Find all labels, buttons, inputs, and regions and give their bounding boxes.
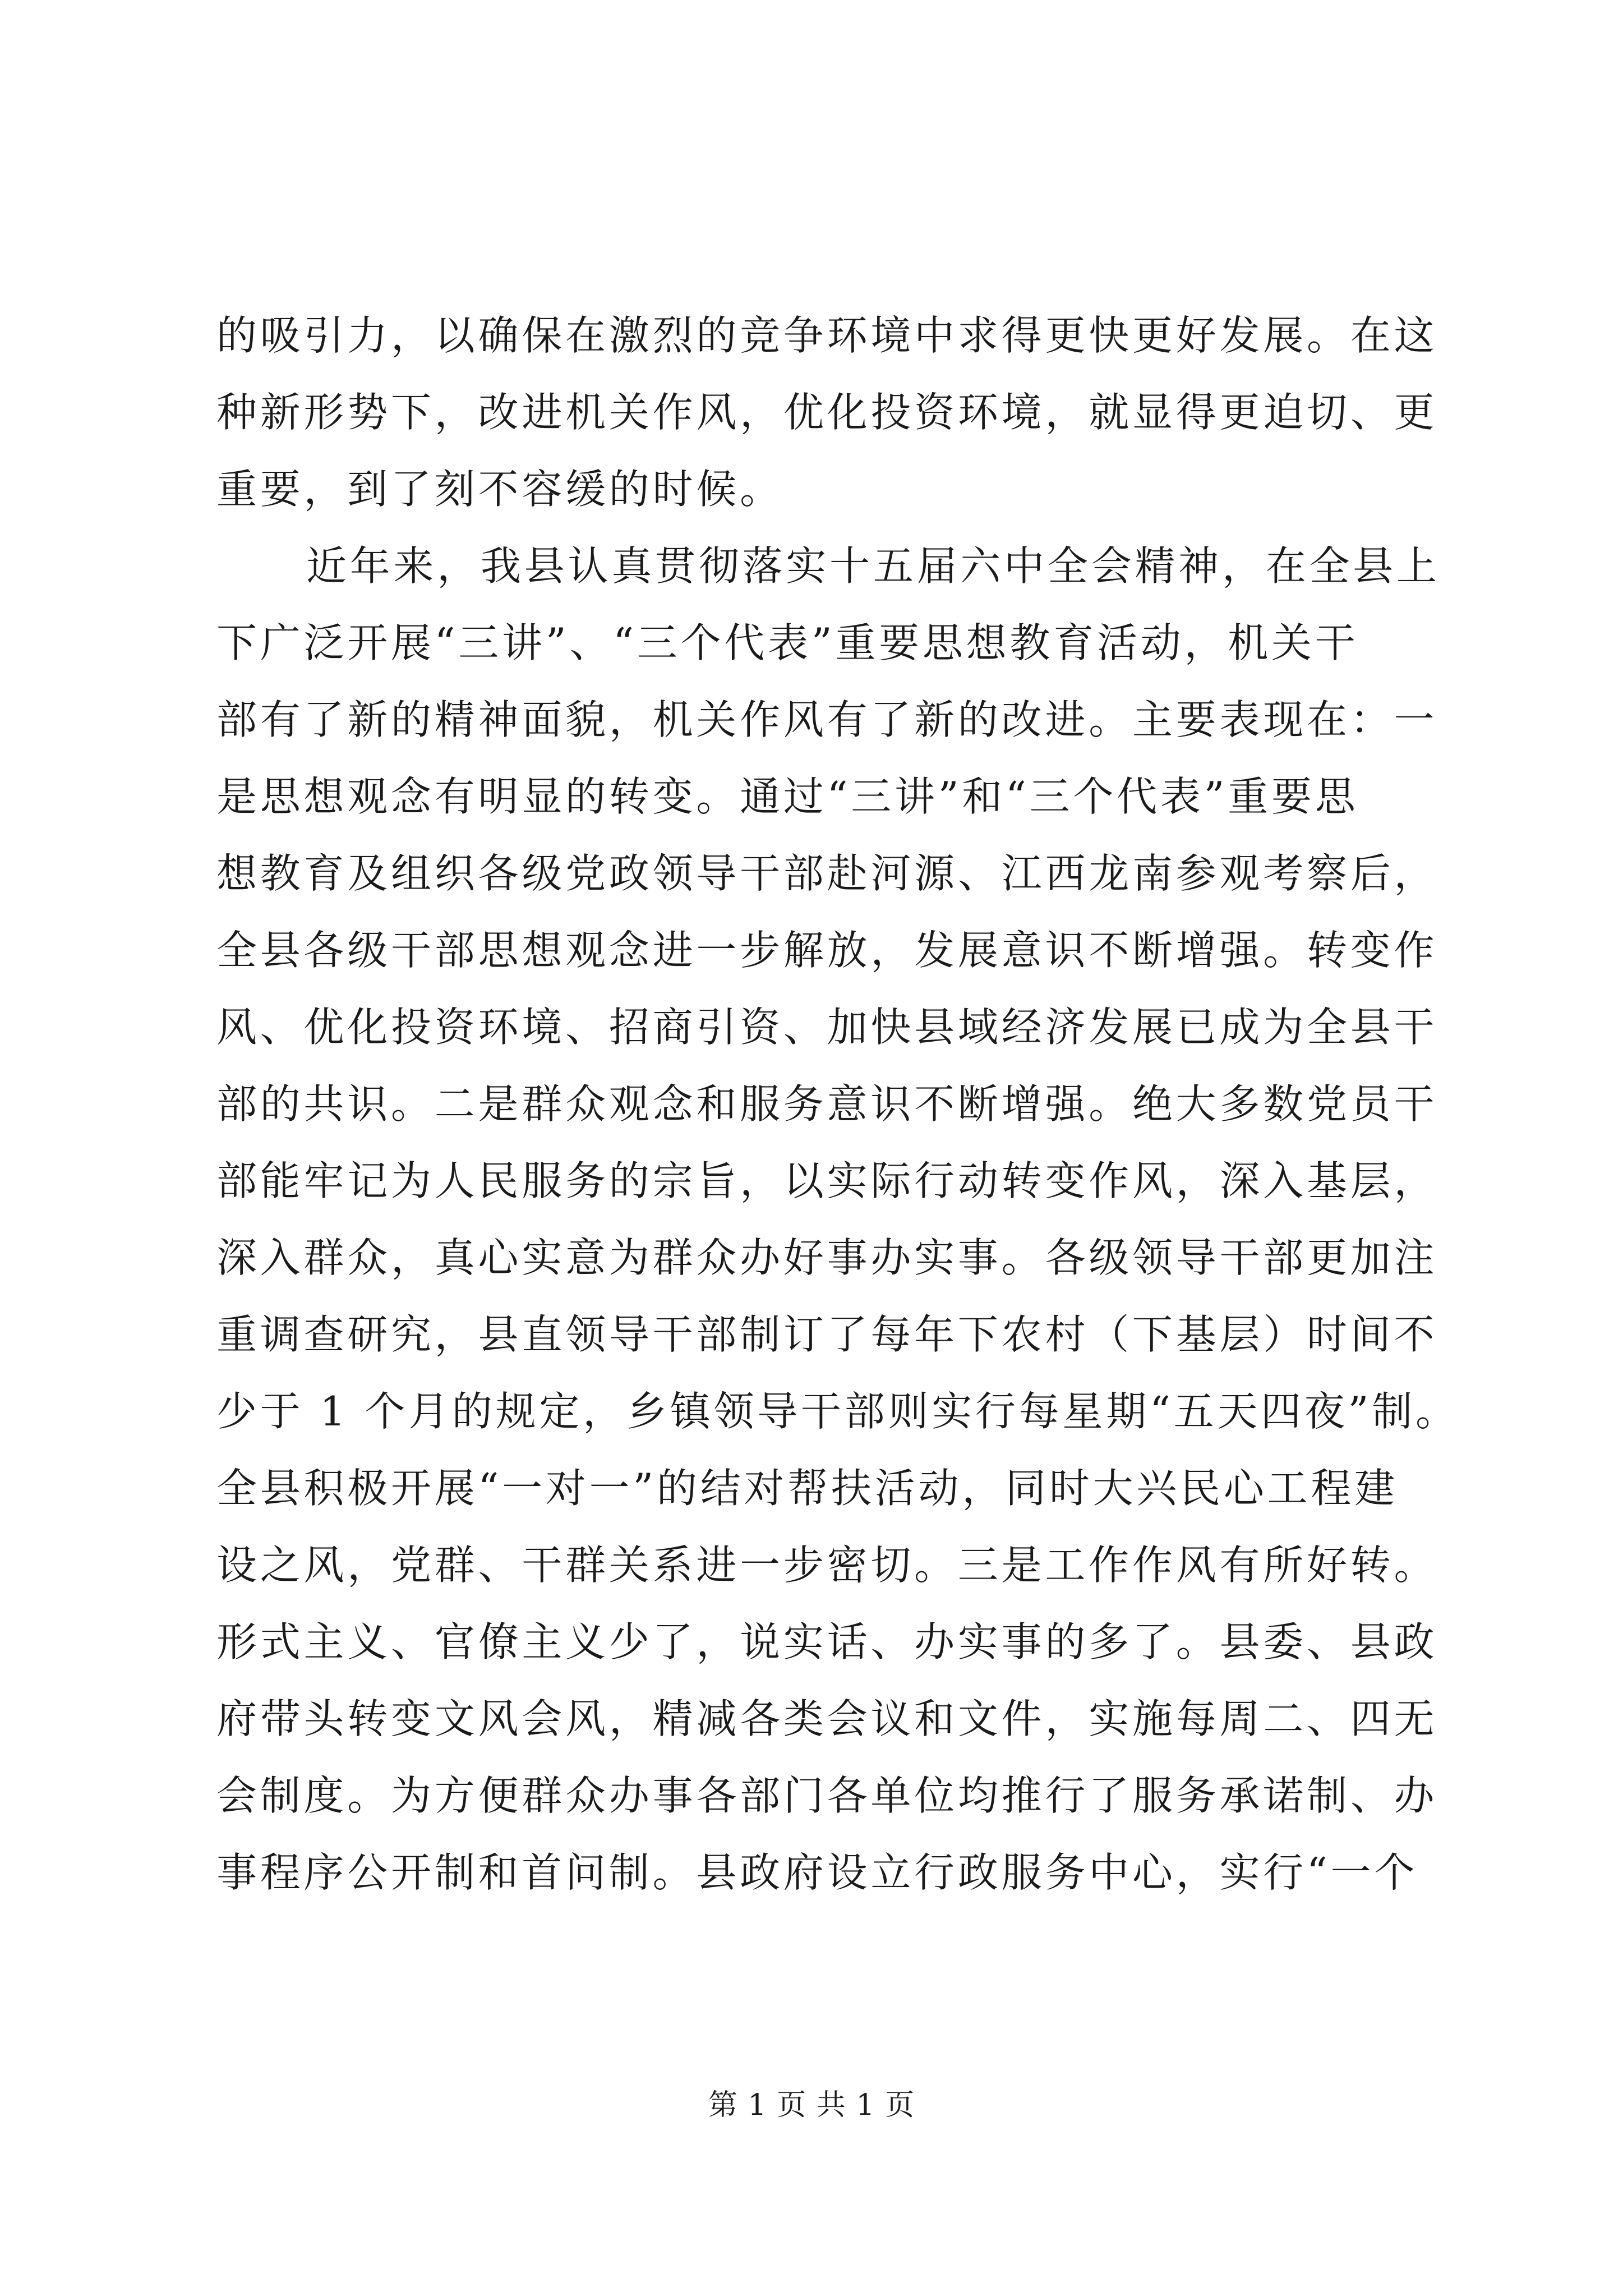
text-line: 形式主义、官僚主义少了，说实话、办实事的多了。县委、县政: [216, 1618, 1438, 1665]
text-line: 风、优化投资环境、招商引资、加快县域经济发展已成为全县干: [216, 1004, 1438, 1051]
text-line: 种新形势下，改进机关作风，优化投资环境，就显得更迫切、更: [216, 389, 1438, 436]
text-line: 府带头转变文风会风，精减各类会议和文件，实施每周二、四无: [216, 1695, 1438, 1742]
text-line: 下广泛开展“三讲”、“三个代表”重要思想教育活动，机关干: [216, 619, 1359, 666]
text-line: 想教育及组织各级党政领导干部赴河源、江西龙南参观考察后，: [216, 850, 1438, 897]
text-line: 部的共识。二是群众观念和服务意识不断增强。绝大多数党员干: [216, 1080, 1438, 1128]
paragraph-first-line: 近年来，我县认真贯彻落实十五届六中全会精神，在全县上: [306, 542, 1440, 590]
text-line: 重要，到了刻不容缓的时候。: [216, 466, 783, 513]
page-number: 第 1 页 共 1 页: [708, 2088, 915, 2122]
text-line: 事程序公开制和首问制。县政府设立行政服务中心，实行“一个: [216, 1849, 1418, 1896]
page-footer: [0, 2086, 1623, 2125]
text-line: 部有了新的精神面貌，机关作风有了新的改进。主要表现在：一: [216, 696, 1438, 743]
text-line: 设之风，党群、干群关系进一步密切。三是工作作风有所好转。: [216, 1542, 1438, 1589]
text-line: 全县各级干部思想观念进一步解放，发展意识不断增强。转变作: [216, 927, 1438, 974]
text-line: 的吸引力，以确保在激烈的竞争环境中求得更快更好发展。在这: [216, 312, 1438, 359]
text-line: 少于 1 个月的规定，乡镇领导干部则实行每星期“五天四夜”制。: [216, 1388, 1459, 1435]
text-line: 会制度。为方便群众办事各部门各单位均推行了服务承诺制、办: [216, 1772, 1438, 1819]
text-line: 重调查研究，县直领导干部制订了每年下农村（下基层）时间不: [216, 1311, 1438, 1358]
text-line: 全县积极开展“一对一”的结对帮扶活动，同时大兴民心工程建: [216, 1465, 1398, 1512]
text-line: 部能牢记为人民服务的宗旨，以实际行动转变作风，深入基层，: [216, 1157, 1438, 1204]
body-text: [216, 297, 1459, 1911]
text-line: 是思想观念有明显的转变。通过“三讲”和“三个代表”重要思: [216, 773, 1359, 820]
text-line: 深入群众，真心实意为群众办好事办实事。各级领导干部更加注: [216, 1234, 1438, 1281]
